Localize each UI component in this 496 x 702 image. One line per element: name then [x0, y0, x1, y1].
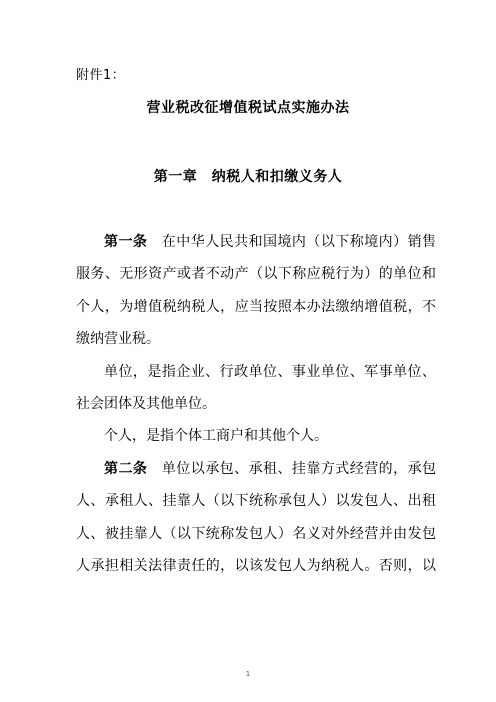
document-title: 营业税改征增值税试点实施办法	[146, 100, 350, 116]
unit-definition-line1: 单位，是指企业、行政单位、事业单位、军事单位、	[104, 363, 436, 380]
article1-label: 第一条	[104, 234, 148, 250]
article1-line1	[76, 226, 436, 258]
chapter-title: 第一章 纳税人和扣缴义务人	[153, 169, 343, 185]
body-text	[76, 226, 436, 582]
article1-line3: 个人，为增值税纳税人，应当按照本办法缴纳增值税，不	[76, 298, 436, 315]
article2-label: 第二条	[104, 460, 148, 477]
article2-line4: 人承担相关法律责任的，以该发包人为纳税人。否则，以	[76, 557, 436, 574]
attachment-label: 附件1：	[76, 68, 126, 83]
article1-line4: 缴纳营业税。	[76, 331, 160, 348]
article1-line2: 服务、无形资产或者不动产（以下称应税行为）的单位和	[76, 266, 436, 283]
unit-definition-line2: 社会团体及其他单位。	[76, 395, 216, 412]
article1-line1-text: 在中华人民共和国境内（以下称境内）销售	[161, 234, 437, 250]
page-number: 1	[245, 670, 251, 678]
article2-line1-text: 单位以承包、承租、挂靠方式经营的，承包	[161, 460, 437, 477]
article2-line3: 人、被挂靠人（以下统称发包人）名义对外经营并由发包	[76, 525, 436, 542]
article2-line2: 人、承租人、挂靠人（以下统称承包人）以发包人、出租	[76, 493, 436, 510]
individual-definition-line1: 个人，是指个体工商户和其他个人。	[104, 428, 328, 445]
article2-line1	[76, 453, 436, 485]
